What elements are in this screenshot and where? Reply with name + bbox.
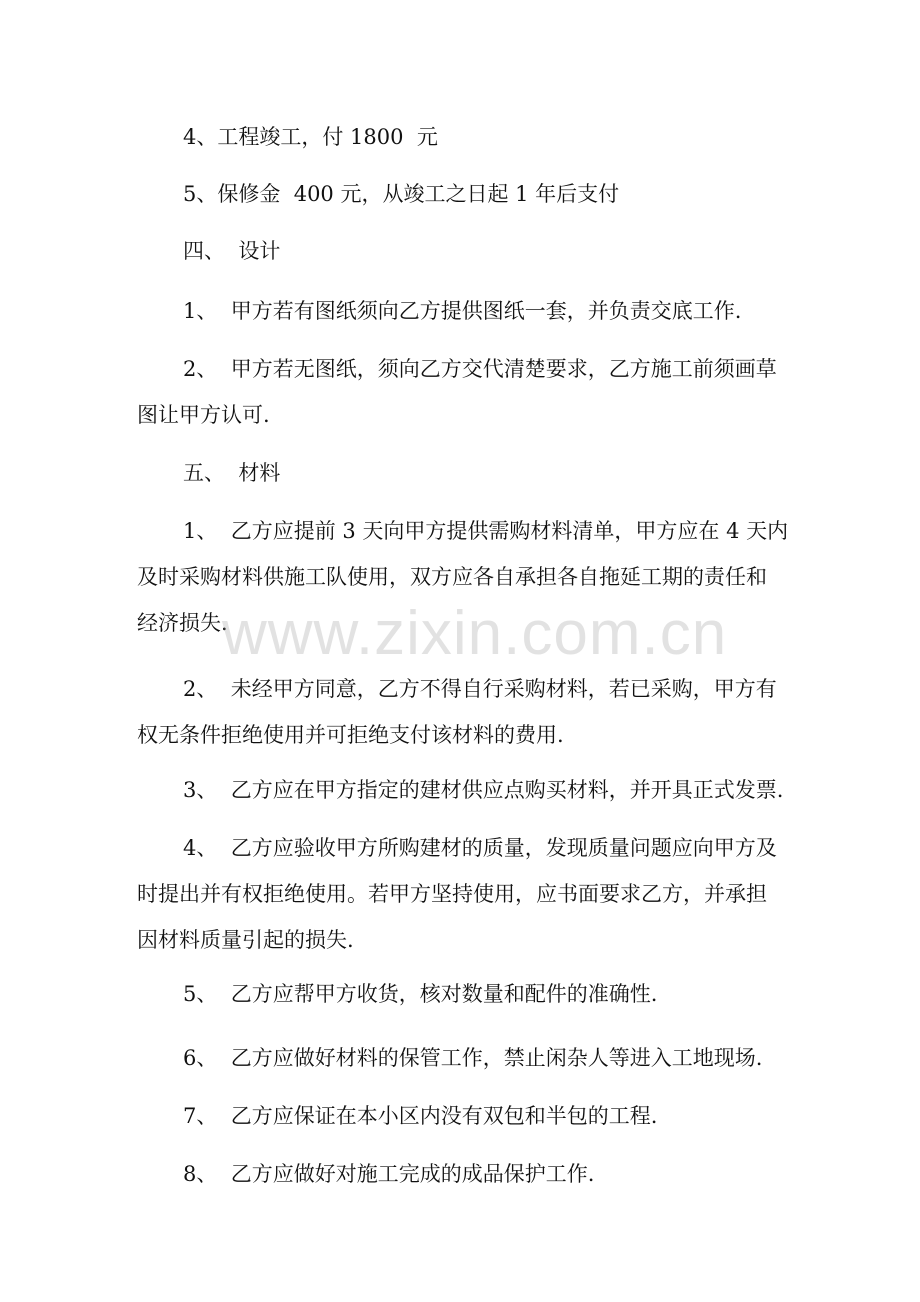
text-line: 四、 设计 [183,239,281,263]
text-line: 8、 乙方应做好对施工完成的成品保护工作. [183,1162,595,1186]
paragraph [137,171,797,217]
text-line: 五、 材料 [183,461,281,485]
paragraph [137,228,797,274]
text-line: 4、 乙方应验收甲方所购建材的质量，发现质量问题应向甲方及 [183,836,777,860]
text-line: 1、 乙方应提前 3 天向甲方提供需购材料清单，甲方应在 4 天内 [183,519,789,543]
text-line: 权无条件拒绝使用并可拒绝支付该材料的费用. [137,723,564,747]
text-line: 时提出并有权拒绝使用。若甲方坚持使用，应书面要求乙方，并承担 [137,882,767,906]
text-line: 图让甲方认可. [137,403,270,427]
text-line: 3、 乙方应在甲方指定的建材供应点购买材料，并开具正式发票. [183,778,784,802]
text-line: 7、 乙方应保证在本小区内没有双包和半包的工程. [183,1104,658,1128]
paragraph [137,666,797,758]
paragraph [137,288,797,334]
text-line: 5、保修金 400 元，从竣工之日起 1 年后支付 [183,182,620,206]
paragraph [137,1151,797,1197]
paragraph [137,1035,797,1081]
text-line: 2、 甲方若无图纸，须向乙方交代清楚要求，乙方施工前须画草 [183,357,777,381]
paragraph [137,971,797,1017]
paragraph [137,450,797,496]
paragraph [137,346,797,438]
paragraph [137,1093,797,1139]
text-line: 经济损失. [137,611,228,635]
text-line: 2、 未经甲方同意，乙方不得自行采购材料，若已采购，甲方有 [183,677,777,701]
text-line: 4、工程竣工，付 1800 元 [183,125,438,149]
text-line: 及时采购材料供施工队使用，双方应各自承担各自拖延工期的责任和 [137,565,767,589]
text-line: 因材料质量引起的损失. [137,928,354,952]
paragraph [137,767,797,813]
text-line: 5、 乙方应帮甲方收货，核对数量和配件的准确性. [183,982,658,1006]
watermark: www.zixin.com.cn [222,599,728,668]
text-line: 6、 乙方应做好材料的保管工作，禁止闲杂人等进入工地现场. [183,1046,763,1070]
text-line: 1、 甲方若有图纸须向乙方提供图纸一套，并负责交底工作. [183,299,742,323]
paragraph [137,825,797,963]
paragraph [137,114,797,160]
